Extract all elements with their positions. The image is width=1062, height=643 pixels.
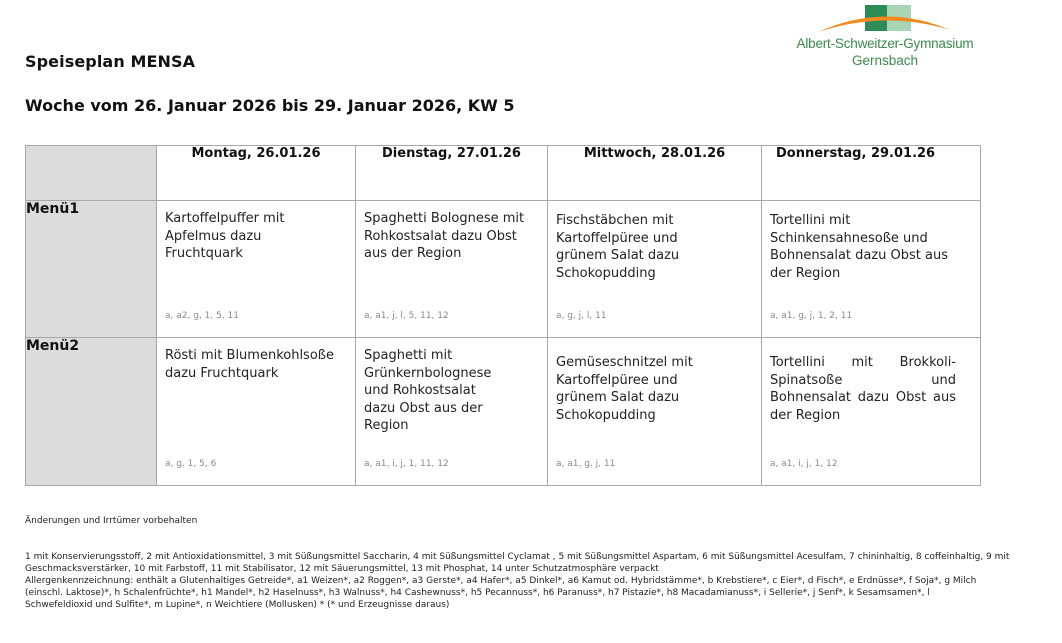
- dish-text: Kartoffelpuffer mit Apfelmus dazu Fruchtquark: [165, 211, 285, 261]
- allergen-codes: a, a2, g, 1, 5, 11: [165, 311, 239, 321]
- allergen-legend-line: Schwefeldioxid und Sulfite*, m Lupine*, n Weichtiere (Mollusken) * (* und Erzeugnisse daraus): [25, 600, 450, 610]
- dish-text: Tortellini mit Brokkoli-Spinatsoße und Bohnensalat dazu Obst aus der Region: [770, 355, 956, 423]
- allergen-legend-line: (einschl. Laktose)*, h Schalenfrüchte*, h1 Mandel*, h2 Haselnuss*, h3 Walnuss*, h4 Cashewnuss*, h5 Pecannuss*, h6 Paranuss*, h7 Pistazie*, h8 Macadamianuss*, i Sellerie*, j Senf*, k Sesamsamen*, l: [25, 588, 930, 598]
- dish-text: Rösti mit Blumenkohlsoße dazu Fruchtquark: [165, 348, 334, 381]
- menu-cell: [762, 338, 981, 486]
- day-header: Mittwoch, 28.01.26: [548, 146, 762, 201]
- allergen-legend-line: Allergenkennzeichnung: enthält a Glutenhaltiges Getreide*, a1 Weizen*, a2 Roggen*, a3 Gerste*, a4 Hafer*, a5 Dinkel*, a6 Kamut od. Hybridstämme*, b Krebstiere*, c Eier*, d Fisch*, e Erdnüsse*, f Soja*, g Milch: [25, 576, 977, 586]
- allergen-codes: a, a1, g, j, 1, 2, 11: [770, 311, 853, 321]
- menu-cell: [762, 201, 981, 338]
- allergen-codes: a, a1, g, j, 11: [556, 459, 616, 469]
- allergen-codes: a, g, j, l, 11: [556, 311, 607, 321]
- dish-text: Fischstäbchen mit Kartoffelpüree und grünem Salat dazu Schokopudding: [556, 213, 680, 281]
- menu-table: [25, 145, 981, 486]
- corner-cell: [26, 146, 157, 201]
- menu-cell: [157, 201, 356, 338]
- dish-text: Tortellini mit Schinkensahnesoße und Bohnensalat dazu Obst aus der Region: [770, 213, 949, 281]
- menu-cell: [356, 338, 548, 486]
- table-row: [26, 338, 981, 486]
- additives-legend-line: Geschmacksverstärker, 10 mit Farbstoff, 11 mit Stabilisator, 12 mit Säuerungsmittel, 13 mit Phosphat, 14 unter Schutzatmosphäre verpackt: [25, 564, 659, 574]
- allergen-codes: a, a1, i, j, 1, 12: [770, 459, 838, 469]
- menu-label: Menü2: [26, 338, 157, 486]
- dish-text: Spaghetti mit Grünkernbolognese und Rohkostsalat dazu Obst aus der Region: [364, 348, 492, 433]
- menu-cell: [157, 338, 356, 486]
- disclaimer-note: Änderungen und Irrtümer vorbehalten: [25, 516, 198, 526]
- menu-cell: [356, 201, 548, 338]
- table-row: [26, 201, 981, 338]
- week-subtitle: Woche vom 26. Januar 2026 bis 29. Januar 2026, KW 5: [25, 96, 515, 115]
- dish-text: Gemüseschnitzel mit Kartoffelpüree und grünem Salat dazu Schokopudding: [556, 355, 693, 423]
- day-header: Dienstag, 27.01.26: [356, 146, 548, 201]
- menu-cell: [548, 338, 762, 486]
- day-header: Donnerstag, 29.01.26: [762, 146, 981, 201]
- menu-label: Menü1: [26, 201, 157, 338]
- dish-text: Spaghetti Bolognese mit Rohkostsalat dazu Obst aus der Region: [364, 211, 525, 261]
- day-header: Montag, 26.01.26: [157, 146, 356, 201]
- logo-school-name: Albert-Schweitzer-Gymnasium: [796, 36, 974, 51]
- menu-cell: [548, 201, 762, 338]
- table-header-row: [26, 146, 981, 201]
- allergen-codes: a, a1, j, l, 5, 11, 12: [364, 311, 449, 321]
- additives-legend-line: 1 mit Konservierungsstoff, 2 mit Antioxidationsmittel, 3 mit Süßungsmittel Saccharin, 4 mit Süßungsmittel Cyclamat , 5 mit Süßungsmittel Aspartam, 6 mit Süßungsmittel Acesulfam, 7 chininhaltig, 8 coffeinhaltig, 9 mit: [25, 552, 1010, 562]
- allergen-codes: a, g, 1, 5, 6: [165, 459, 217, 469]
- logo-town: Gernsbach: [851, 53, 919, 68]
- page-title: Speiseplan MENSA: [25, 52, 196, 71]
- allergen-codes: a, a1, i, j, 1, 11, 12: [364, 459, 449, 469]
